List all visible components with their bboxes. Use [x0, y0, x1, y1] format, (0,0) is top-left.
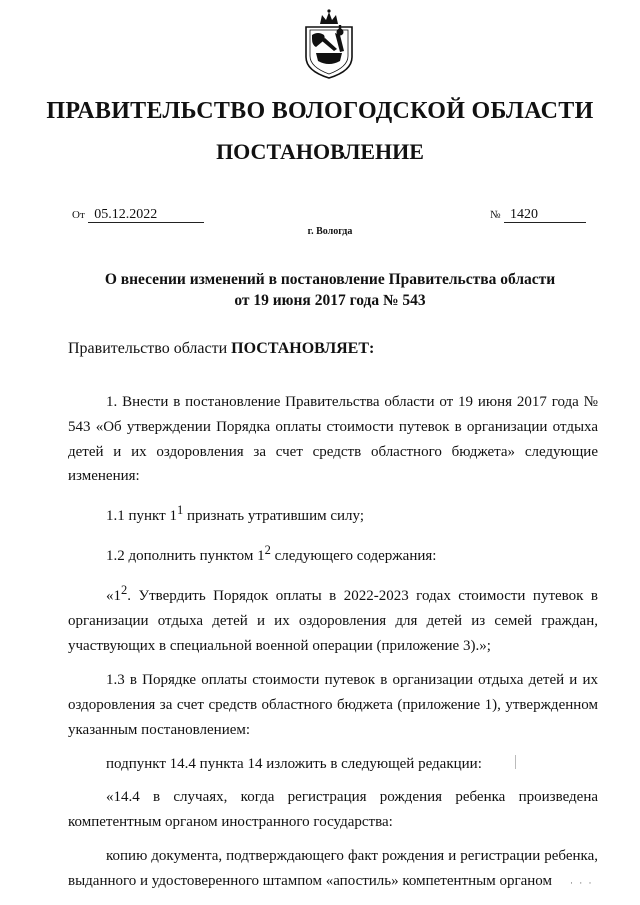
- decree-statement: [68, 340, 374, 358]
- p4-sup: 2: [121, 583, 128, 598]
- date-label: От: [72, 209, 85, 221]
- number-value: 1420: [504, 207, 586, 223]
- paragraph-subpoint: подпункт 14.4 пункта 14 изложить в следующей редакции:: [106, 755, 482, 772]
- p3-sup: 2: [264, 543, 271, 558]
- paragraph-14-4: «14.4 в случаях, когда регистрация рождения ребенка произведена компетентным органом иностранного государства:: [68, 789, 598, 831]
- scan-specks: · · ·: [570, 878, 594, 888]
- decree-subject: Правительство области: [68, 340, 228, 357]
- number-block: [490, 207, 586, 223]
- document-type: ПОСТАНОВЛЕНИЕ: [216, 139, 424, 164]
- p3-pre: 1.2 дополнить пунктом 1: [106, 548, 265, 565]
- p2-pre: 1.1 пункт 1: [106, 508, 177, 525]
- document-body: [68, 390, 598, 903]
- decree-verb: ПОСТАНОВЛЯЕТ:: [231, 340, 375, 357]
- scan-mark: [515, 755, 516, 769]
- number-label: №: [490, 209, 501, 221]
- p3-post: следующего содержания:: [270, 548, 437, 565]
- paragraph-1: 1. Внести в постановление Правительства области от 19 июня 2017 года № 543 «Об утверждении Порядка оплаты стоимости путевок в организации отдыха детей и их оздоровления за счет средств областного бюджета» следующие изменения:: [68, 394, 598, 485]
- p2-post: признать утратившим силу;: [183, 508, 365, 525]
- document-heading: [60, 269, 600, 311]
- paragraph-1-2: [68, 538, 598, 569]
- paragraph-document-copy: копию документа, подтверждающего факт рождения и регистрации ребенка, выданного и удостоверенного штампом «апостиль» компетентным органом: [68, 848, 598, 890]
- paragraph-1-3: 1.3 в Порядке оплаты стоимости путевок в организации отдыха детей и их оздоровления за счет средств областного бюджета (приложение 1), утвержденном указанным постановлением:: [68, 671, 598, 738]
- date-value: 05.12.2022: [88, 207, 204, 223]
- vologda-coat-of-arms-icon: [302, 5, 356, 81]
- p4-pre: «1: [106, 588, 121, 605]
- paragraph-1-1: [68, 498, 598, 529]
- p4-post: . Утвердить Порядок оплаты в 2022-2023 годах стоимости путевок в организации отдыха детей и их оздоровления для детей из семей граждан, участвующих в специальной военной операции (приложение 3).»;: [68, 588, 598, 654]
- p2-sup: 1: [176, 503, 184, 518]
- government-name: ПРАВИТЕЛЬСТВО ВОЛОГОДСКОЙ ОБЛАСТИ: [46, 98, 594, 124]
- heading-line-1: О внесении изменений в постановление Правительства области: [104, 271, 556, 288]
- heading-line-2: от 19 июня 2017 года № 543: [234, 292, 426, 309]
- paragraph-quote-1-2: [68, 578, 598, 658]
- date-block: [72, 207, 204, 223]
- city: г. Вологда: [307, 226, 353, 237]
